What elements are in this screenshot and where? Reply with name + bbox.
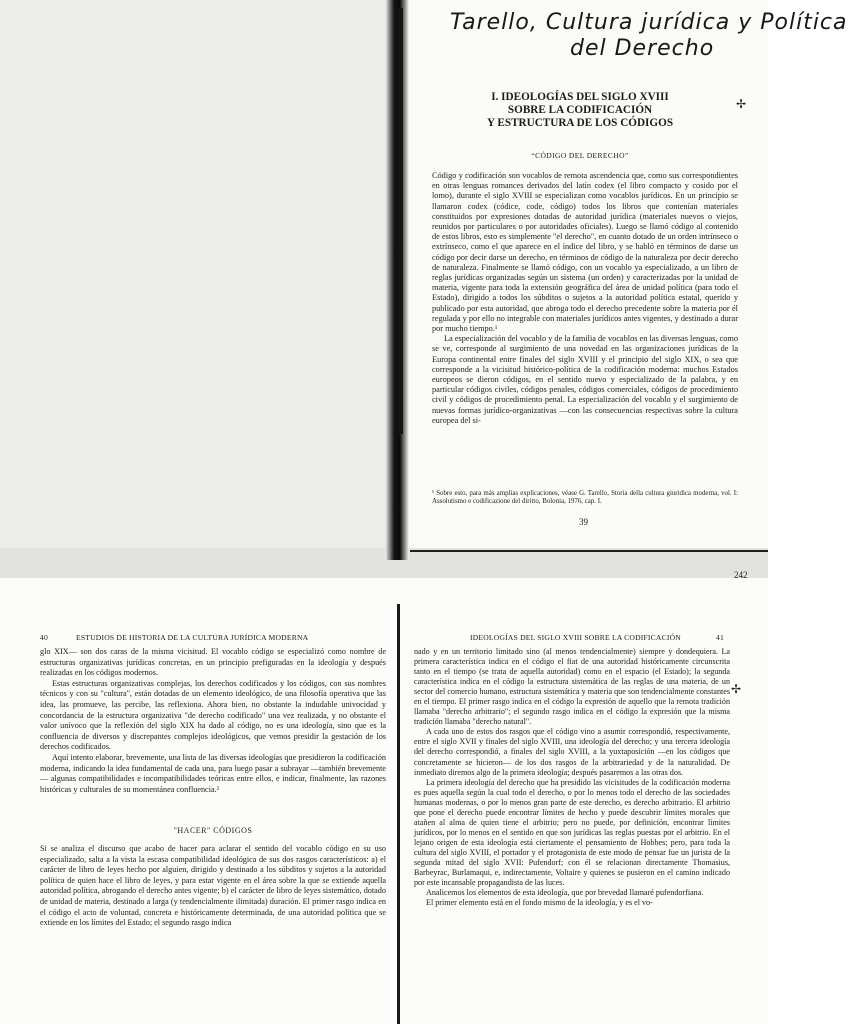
- margin-mark: ✢: [731, 682, 742, 696]
- section-subtitle: “CÓDIGO DEL DERECHO”: [531, 151, 629, 160]
- page-edge-rule: [410, 550, 768, 552]
- paragraph: Aquí intento elaborar, brevemente, una lista de las diversas ideologías que presidieron la codificación moderna, indicando la idea fundamental de cada una, para luego pasar a subrayar —también brevemente— algunas compatibilidades e incompatibilidades teóricas entre ellos, e indicar, finalmente, las razones históricas y culturales de su momentánea confluencia.²: [40, 752, 386, 794]
- gutter-line: [397, 604, 400, 1024]
- page39-body: [432, 171, 738, 426]
- paragraph: nado y en un territorio limitado sino (al menos tendencialmente) siempre y dondequiera. La primera característica indica en el código el fiat de una autoridad históricamente circunscrita tanto en el tiempo (se trata de aquella autoridad) como en el espacio (el Estado); la segunda característica indica en el código la estructura sistemática de las reglas de una materia, de un sector del comercio humano, estructura sistemática y materia que son tendencialmente constantes en el tiempo. El primer rasgo indica en el código la expresión de aquello que la remota tradición llamaba "derecho arbitrario"; el segundo rasgo indica en el código la expresión que la misma tradición llamaba "derecho natural".: [414, 647, 730, 727]
- page40-body: [40, 647, 386, 795]
- margin-mark: ✢: [736, 97, 747, 111]
- scan-bottom: [0, 590, 768, 1024]
- page-number: 39: [579, 517, 588, 527]
- spine-line: [398, 8, 403, 434]
- handwritten-note-line2: del Derecho: [570, 36, 715, 61]
- paragraph: glo XIX— son dos caras de la misma vicisitud. El vocablo código se especializó como nombre de estructuras organizativas jurídicas concretas, en un principio prefiguradas en la ideología y después realizadas en los códigos modernos.: [40, 647, 386, 678]
- paragraph: La primera ideología del derecho que ha presidido las vicisitudes de la codificación moderna es pues aquella según la cual todo el derecho, o por lo menos todo el derecho de las sociedades humanas modernas, o por lo menos gran parte de este derecho, es derecho arbitrario. El arbitrio que pone el derecho puede encontrar límites de hecho y puede descubrir límites morales que atañen al alma de quien tiene el arbitrio; pero no puede, por definición, encontrar límites jurídicos, por lo menos en el sentido en que son jurídicas las reglas puestas por el arbitrio. En el lejano origen de esta ideología está ciertamente el pensamiento de Hobbes; pero, para toda la cultura del siglo XVIII, el portador y el protagonista de este modo de pensar fue un jurista de la segunda mitad del siglo XVII: Pufendorf; con él se relacionan directamente Thomasius, Barbeyrac, Burlamaqui, e, indirectamente, Voltaire y quienes se pusieron en el camino indicado por este incansable propagandista de las luces.: [414, 777, 730, 888]
- footnote: ¹ Sobre esto, para más amplias explicaciones, véase G. Tarello, Storia della cultura giuridica moderna, vol. I: Assolutismo e codificazione del diritto, Bolonia, 1976, cap. I.: [432, 490, 738, 506]
- scan-number: 242: [734, 570, 748, 580]
- paragraph: El primer elemento está en el fondo mismo de la ideología, y es el vo-: [426, 898, 653, 908]
- facing-page-shadow: [0, 0, 392, 574]
- page40-running-head: ESTUDIOS DE HISTORIA DE LA CULTURA JURÍDICA MODERNA: [76, 633, 309, 642]
- paragraph: Analicemos los elementos de esta ideología, que por brevedad llamaré pufendorfiana.: [426, 888, 704, 898]
- handwritten-note-line1: Tarello, Cultura jurídica y Política: [450, 10, 848, 35]
- book-spine-shadow: [385, 0, 409, 560]
- paragraph: Si se analiza el discurso que acabo de hacer para aclarar el sentido del vocablo código en su uso especializado, salta a la vista la escasa compatibilidad ideológica de sus dos rasgos característicos: a) el carácter de libro de leyes hecho por alguien, dirigido y destinado a los súbditos y sujetos a la autoridad política de quien hace el libro de leyes, y para estar vigente en el área sobre la que se extiende aquella autoridad política, abrogando el derecho antes vigente; b) el carácter de libro de leyes sistemático, dotado de unidad de materia, destinado a larga (y tendencialmente ilimitada) duración. El primer rasgo indica en el código el acto de voluntad, concreta e históricamente determinada, de una autoridad política que se extiende en los límites del Estado; el segundo rasgo indica: [40, 844, 386, 928]
- section-heading: "HACER" CÓDIGOS: [173, 826, 253, 835]
- page41-body: [414, 647, 730, 908]
- paragraph: Código y codificación son vocablos de remota ascendencia que, como sus correspondientes en otras lenguas romances derivados del latín codex (el libro compacto y cosido por el lomo), durante el siglo XVIII se especializan como vocablos jurídicos. En un principio se llamaron codex (códice, code, código) todos los libros que contenían materiales constituidos por expresiones dotadas de autoridad jurídica (materiales nuevos o viejos, reunidos por particulares o por autoridades oficiales). Luego se llamó código al contenido de estos libros, esto es simplemente "el derecho", en cuanto dotado de un orden intrínseco o extrínseco, como el que aparece en el índice del libro, y se habló en términos de darse un código por decir darse un derecho, en términos de código de la naturaleza por decir derecho de naturaleza. Finalmente se llamó código, con un vocablo ya especializado, a un libro de reglas jurídicas organizadas según un sistema (un orden) y caracterizadas por la unidad de materia, vigente para toda la extensión geográfica del área de unidad política (para todo el Estado), dirigido a todos los súbditos o sujetos a la autoridad política estatal, querido y publicado por esta autoridad, que abroga todo el derecho precedente sobre la materia por él regulada y por ello no integrable con materiales jurídicos antes vigentes, y destinado a durar por mucho tiempo.¹: [432, 171, 738, 334]
- paragraph: A cada uno de estos dos rasgos que el código vino a asumir correspondió, respectivamente, entre el siglo XVII y finales del siglo XVIII, una ideología del derecho; y una tercera ideología del derecho correspondió, a finales del siglo XVIII, a la yuxtaposición —en los códigos que concretamente se hicieron— de los dos rasgos de la arbitrariedad y de la naturalidad. De inmediato diremos algo de la primera ideología; después pasaremos a las otras dos.: [414, 727, 730, 777]
- paragraph: Estas estructuras organizativas complejas, los derechos codificados y los códigos, con sus nombres técnicos y con su "cultura", están dotadas de un elemento ideológico, de una filosofía operativa que las idea, las promueve, las percibe, las reflexiona. Ahora bien, no obstante la indudable univocidad y concordancia de la estructura organizativa "de derecho codificado" una vez realizada, y no obstante el valor unívoco que la reflexión del siglo XIX ha dado al código, no es una ideología, sino que es la confluencia de diversos y discrepantes complejos ideológicos, que vemos presidir la gestación de los derechos codificados.: [40, 678, 386, 752]
- chapter-title-line: I. IDEOLOGÍAS DEL SIGLO XVIII: [491, 91, 669, 103]
- chapter-title-line: SOBRE LA CODIFICACIÓN: [507, 104, 653, 116]
- chapter-title-line: Y ESTRUCTURA DE LOS CÓDIGOS: [486, 117, 674, 129]
- page41-running-head: IDEOLOGÍAS DEL SIGLO XVIII SOBRE LA CODIFICACIÓN: [470, 633, 681, 642]
- page40-number: 40: [40, 633, 48, 642]
- chapter-title: [420, 91, 740, 130]
- page41-number: 41: [716, 633, 724, 642]
- scan-edge-band: [0, 548, 768, 578]
- page40-section-body: [40, 844, 386, 929]
- paragraph: La especialización del vocablo y de la familia de vocablos en las diversas lenguas, como se ve, corresponde al surgimiento de una novedad en las organizaciones jurídicas de la Europa continental entre finales del siglo XVIII y el principio del siglo XIX, o sea que corresponde a la vicisitud histórico-política de la codificación moderna: muchos Estados europeos se dieron códigos, en el sentido nuevo y especializado de la palabra, y en particular códigos civiles, códigos penales, códigos comerciales, códigos de procedimiento civil y códigos de procedimiento penal. La especialización del vocablo y el surgimiento de nuevas formas jurídico-organizativas —con las consecuencias respectivas sobre la cultura europea del si-: [432, 334, 738, 425]
